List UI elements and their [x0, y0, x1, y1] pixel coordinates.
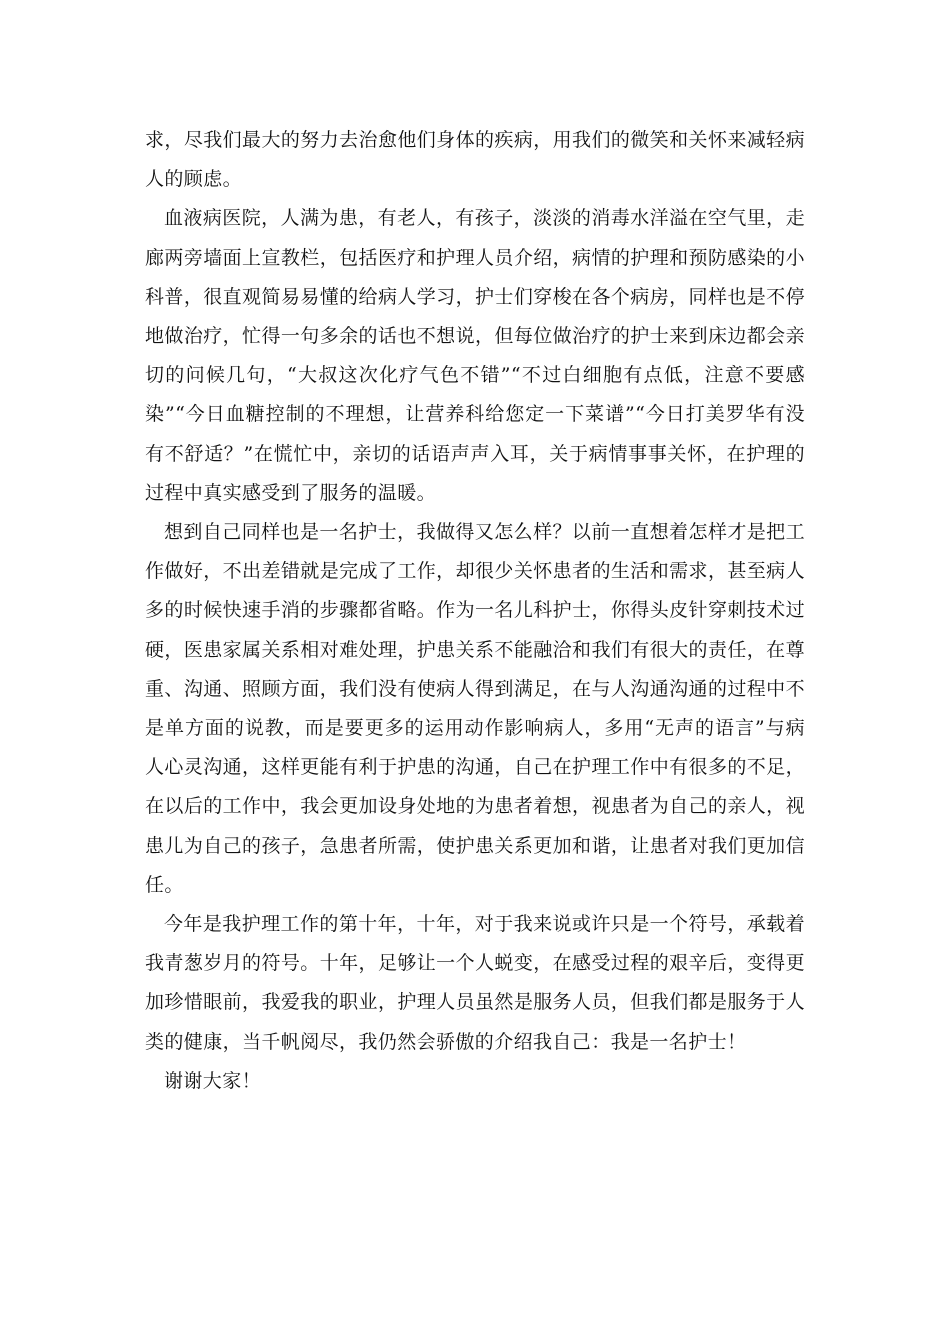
paragraph-hospital-observation: 血液病医院，人满为患，有老人，有孩子，淡淡的消毒水洋溢在空气里，走廊两旁墙面上宣教栏，包括医疗和护理人员介绍，病情的护理和预防感染的小科普，很直观简易易懂的给病人学习，护士们穿梭在各个病房，同样也是不停地做治疗，忙得一句多余的话也不想说，但每位做治疗的护士来到床边都会亲切的问候几句，“大叔这次化疗气色不错”“不过白细胞有点低，注意不要感染”“今日血糖控制的不理想，让营养科给您定一下菜谱”“今日打美罗华有没有不舒适？”在慌忙中，亲切的话语声声入耳，关于病情事事关怀，在护理的过程中真实感受到了服务的温暖。 [145, 207, 805, 504]
paragraph-continuation: 求，尽我们最大的努力去治愈他们身体的疾病，用我们的微笑和关怀来减轻病人的顾虑。 [145, 129, 805, 191]
paragraph-thanks: 谢谢大家！ [164, 1069, 262, 1092]
document-body [145, 121, 805, 1101]
paragraph-tenth-year: 今年是我护理工作的第十年，十年，对于我来说或许只是一个符号，承载着我青葱岁月的符号。十年，足够让一个人蜕变，在感受过程的艰辛后，变得更加珍惜眼前，我爱我的职业，护理人员虽然是服务人员，但我们都是服务于人类的健康，当千帆阅尽，我仍然会骄傲的介绍我自己：我是一名护士！ [145, 913, 805, 1053]
paragraph-self-reflection: 想到自己同样也是一名护士，我做得又怎么样？以前一直想着怎样才是把工作做好，不出差错就是完成了工作，却很少关怀患者的生活和需求，甚至病人多的时候快速手消的步骤都省略。作为一名儿科护士，你得头皮针穿刺技术过硬，医患家属关系相对难处理，护患关系不能融洽和我们有很大的责任，在尊重、沟通、照顾方面，我们没有使病人得到满足，在与人沟通沟通的过程中不是单方面的说教，而是要更多的运用动作影响病人，多用“无声的语言”与病人心灵沟通，这样更能有利于护患的沟通，自己在护理工作中有很多的不足，在以后的工作中，我会更加设身处地的为患者着想，视患者为自己的亲人，视患儿为自己的孩子，急患者所需，使护患关系更加和谐，让患者对我们更加信任。 [145, 521, 805, 896]
